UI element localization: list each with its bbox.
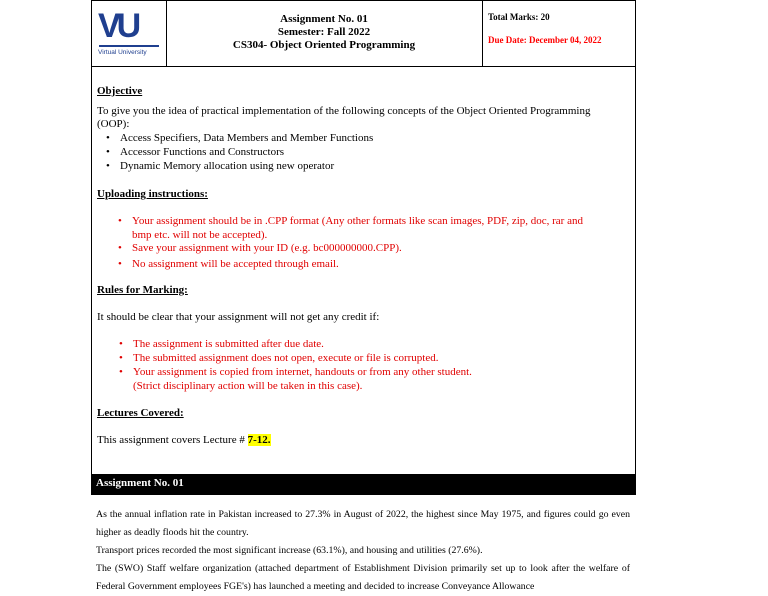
marking-item: • Your assignment is copied from internet, handouts or from any other student.	[133, 365, 472, 379]
marking-item: • The submitted assignment does not open, execute or file is corrupted.	[133, 351, 438, 365]
objective-heading: Objective	[97, 85, 143, 97]
uploading-item: • Save your assignment with your ID (e.g. bc000000000.CPP).	[132, 241, 402, 255]
course-title: CS304- Object Oriented Programming	[232, 39, 416, 51]
marking-intro: It should be clear that your assignment will not get any credit if:	[97, 311, 380, 323]
logo-cell	[92, 1, 167, 66]
assignment-bar-title: Assignment No. 01	[96, 477, 184, 489]
instructions-box	[91, 66, 636, 475]
title-cell	[166, 1, 483, 66]
objective-intro: To give you the idea of practical implementation of the following concepts of the Object Oriented Programming	[97, 105, 591, 117]
document-page	[91, 0, 636, 594]
lectures-label: This assignment covers Lecture #	[97, 434, 248, 446]
assignment-title: Assignment No. 01	[280, 13, 368, 25]
due-date: Due Date: December 04, 2022	[488, 35, 602, 45]
marking-item: • The assignment is submitted after due date.	[133, 337, 324, 351]
uploading-item: • Your assignment should be in .CPP format (Any other formats like scan images, PDF, zip, doc, rar and	[132, 214, 583, 228]
uploading-item: • No assignment will be accepted through email.	[132, 257, 339, 271]
total-marks: Total Marks: 20	[488, 12, 550, 22]
objective-item: • Accessor Functions and Constructors	[120, 145, 284, 159]
objective-item: • Access Specifiers, Data Members and Member Functions	[120, 131, 373, 145]
lectures-range: 7-12.	[247, 434, 271, 446]
logo-name: Virtual University	[98, 49, 147, 56]
logo-underline	[99, 45, 159, 47]
objective-intro-cont: (OOP):	[97, 118, 130, 130]
assignment-paragraph: Transport prices recorded the most significant increase (63.1%), and housing and utilities (27.6%).	[96, 545, 483, 556]
assignment-paragraph: The (SWO) Staff welfare organization (attached department of Establishment Division primarily set up to look after the welfare of Federal Government employees FGE's) has launched a meeting and decided to increase Conveyance Allowance	[96, 563, 630, 592]
uploading-heading: Uploading instructions:	[97, 188, 208, 200]
logo-mark: VU	[98, 7, 138, 45]
header-table	[91, 0, 636, 67]
assignment-paragraph: As the annual inflation rate in Pakistan increased to 27.3% in August of 2022, the highest since May 1975, and figures could go even higher as deadly floods hit the country.	[96, 509, 630, 538]
uploading-item-cont: bmp etc. will not be accepted).	[132, 229, 268, 241]
objective-item: • Dynamic Memory allocation using new operator	[120, 159, 334, 173]
marks-cell	[482, 1, 635, 66]
marking-heading: Rules for Marking:	[97, 284, 188, 296]
marking-item-cont: (Strict disciplinary action will be taken in this case).	[133, 380, 363, 392]
semester-label: Semester: Fall 2022	[277, 26, 371, 38]
lectures-text	[97, 433, 271, 447]
lectures-heading: Lectures Covered:	[97, 407, 184, 419]
vu-logo	[96, 6, 162, 58]
assignment-bar	[91, 474, 636, 495]
